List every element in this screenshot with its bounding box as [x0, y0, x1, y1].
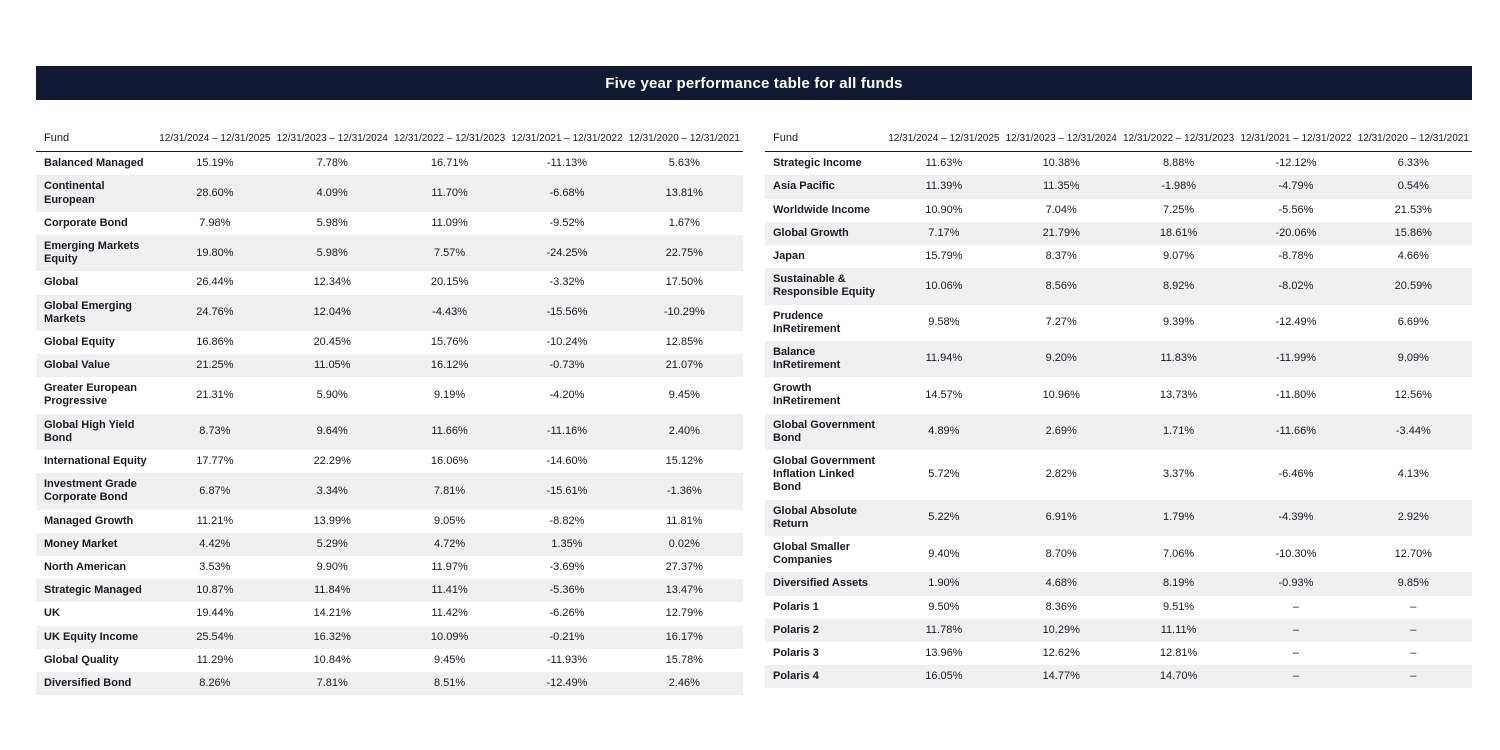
performance-value: 8.19%	[1162, 577, 1195, 590]
performance-value: –	[1292, 623, 1299, 636]
performance-value: 7.81%	[433, 484, 466, 497]
performance-value: 10.96%	[1042, 388, 1080, 401]
period-column-header: 12/31/2023 – 12/31/2024	[274, 126, 391, 152]
performance-value: 5.90%	[316, 388, 348, 401]
performance-value: –	[1292, 646, 1299, 659]
performance-value: 11.39%	[925, 180, 963, 193]
performance-value: 4.42%	[199, 537, 231, 550]
performance-value: 16.17%	[665, 630, 703, 643]
performance-value: 6.87%	[199, 484, 231, 497]
fund-name: Global Smaller Companies	[773, 540, 851, 567]
table-row	[765, 305, 1472, 341]
performance-value: -11.80%	[1275, 388, 1317, 401]
fund-name: UK	[44, 607, 60, 620]
performance-value: -15.56%	[546, 306, 588, 319]
performance-value: -4.79%	[1278, 180, 1314, 193]
period-column-header: 12/31/2024 – 12/31/2025	[885, 126, 1002, 152]
fund-name: Global High Yield Bond	[44, 418, 135, 444]
fund-name: Worldwide Income	[773, 203, 870, 216]
performance-value: 9.50%	[928, 600, 960, 613]
period-column-header: 12/31/2024 – 12/31/2025	[156, 126, 273, 152]
performance-value: 8.37%	[1045, 249, 1077, 262]
performance-value: 5.98%	[316, 216, 348, 229]
performance-value: 5.98%	[316, 246, 348, 259]
table-row	[765, 175, 1472, 198]
fund-name: Balance InRetirement	[773, 345, 841, 372]
performance-value: 21.79%	[1042, 226, 1080, 239]
performance-value: 11.35%	[1042, 180, 1080, 193]
performance-value: 10.29%	[1042, 623, 1080, 636]
fund-name: Growth InRetirement	[773, 382, 841, 408]
fund-name: Investment Grade Corporate Bond	[44, 478, 137, 504]
performance-value: –	[1410, 670, 1417, 683]
performance-value: 8.26%	[199, 676, 231, 689]
fund-name: International Equity	[44, 455, 147, 467]
performance-value: 16.05%	[925, 670, 963, 683]
performance-value: 0.02%	[668, 537, 700, 550]
fund-column-header: Fund	[765, 126, 885, 152]
table-row	[36, 377, 743, 413]
performance-value: 12.79%	[665, 607, 703, 620]
performance-value: -4.39%	[1278, 511, 1314, 524]
performance-value: 27.37%	[665, 560, 703, 573]
period-column-header: 12/31/2022 – 12/31/2023	[1120, 126, 1237, 152]
performance-value: 13.96%	[925, 646, 963, 659]
performance-value: 6.69%	[1397, 316, 1429, 329]
performance-value: 7.06%	[1162, 547, 1195, 560]
performance-value: 1.71%	[1162, 425, 1195, 438]
fund-name: Global Quality	[44, 653, 119, 666]
table-row	[36, 533, 743, 556]
performance-value: 5.72%	[928, 468, 960, 481]
performance-value: 11.29%	[196, 653, 234, 666]
performance-value: 10.90%	[925, 203, 963, 216]
performance-value: -0.73%	[549, 359, 585, 372]
performance-value: 1.67%	[668, 216, 700, 229]
performance-value: 20.15%	[430, 276, 469, 289]
performance-value: 9.64%	[316, 425, 348, 438]
performance-value: 26.44%	[196, 276, 234, 289]
performance-value: 9.85%	[1397, 577, 1429, 590]
fund-name: Global Equity	[44, 335, 115, 348]
period-column-header: 12/31/2021 – 12/31/2022	[1237, 126, 1354, 152]
fund-column-header: Fund	[36, 126, 156, 152]
performance-value: -10.30%	[1275, 547, 1317, 560]
performance-value: -3.44%	[1395, 425, 1431, 438]
performance-value: -4.43%	[432, 306, 468, 319]
performance-value: 21.07%	[665, 359, 703, 372]
performance-value: 4.68%	[1045, 577, 1077, 590]
performance-value: 14.21%	[313, 607, 351, 620]
performance-value: 21.31%	[196, 388, 234, 401]
table-row	[765, 536, 1472, 572]
performance-value: 11.78%	[925, 623, 963, 636]
table-row	[36, 649, 743, 672]
performance-value: 5.22%	[928, 511, 960, 524]
performance-value: 10.84%	[313, 653, 351, 666]
fund-name: UK Equity Income	[44, 630, 139, 643]
performance-value: 16.71%	[430, 157, 469, 170]
performance-value: 9.05%	[433, 514, 466, 527]
performance-value: -14.60%	[546, 455, 588, 467]
performance-value: -11.93%	[546, 653, 588, 666]
table-row	[765, 152, 1472, 176]
fund-name: Strategic Managed	[44, 584, 142, 597]
performance-value: 11.41%	[431, 584, 468, 597]
performance-value: 14.70%	[1159, 670, 1198, 683]
performance-value: 2.40%	[668, 425, 700, 438]
performance-value: 11.63%	[925, 157, 963, 170]
table-row	[36, 556, 743, 579]
performance-value: -12.12%	[1275, 157, 1317, 170]
performance-value: 22.29%	[313, 455, 351, 467]
performance-value: 2.46%	[668, 676, 700, 689]
table-row	[765, 222, 1472, 245]
table-row	[765, 245, 1472, 268]
table-row	[36, 235, 743, 271]
table-row	[765, 596, 1472, 619]
funds-table-left	[36, 126, 743, 695]
fund-name: Greater European Progressive	[44, 382, 137, 408]
performance-value: 16.32%	[313, 630, 351, 643]
fund-name: Emerging Markets Equity	[44, 239, 140, 266]
fund-name: Global Growth	[773, 226, 849, 239]
performance-value: -15.61%	[546, 484, 588, 497]
title-bar	[36, 66, 1472, 100]
tables-container	[36, 126, 1472, 695]
table-row	[36, 579, 743, 602]
performance-value: 12.62%	[1042, 646, 1080, 659]
performance-value: 7.81%	[316, 676, 348, 689]
performance-value: 11.97%	[431, 560, 468, 573]
performance-value: 13.99%	[313, 514, 351, 527]
performance-value: 9.90%	[316, 560, 348, 573]
performance-value: 11.81%	[666, 514, 703, 527]
table-row	[36, 331, 743, 354]
performance-value: 8.36%	[1045, 600, 1077, 613]
performance-value: 20.45%	[313, 335, 351, 348]
fund-name: Japan	[773, 249, 805, 262]
performance-value: 12.34%	[313, 276, 351, 289]
table-row	[36, 450, 743, 473]
performance-value: -11.16%	[546, 425, 588, 438]
performance-value: 25.54%	[196, 630, 234, 643]
table-row	[765, 268, 1472, 304]
performance-value: 16.06%	[430, 455, 469, 467]
performance-value: -10.24%	[546, 335, 588, 348]
performance-value: 15.86%	[1394, 226, 1432, 239]
performance-value: 21.53%	[1394, 203, 1432, 216]
performance-value: -0.93%	[1278, 577, 1314, 590]
performance-value: 7.78%	[316, 157, 348, 170]
performance-value: 14.57%	[925, 388, 963, 401]
performance-value: 6.33%	[1397, 157, 1429, 170]
performance-value: –	[1292, 670, 1299, 683]
table-row	[765, 450, 1472, 500]
table-row	[36, 295, 743, 331]
table-row	[765, 377, 1472, 413]
performance-value: -5.36%	[549, 584, 585, 597]
fund-name: Managed Growth	[44, 514, 134, 527]
period-column-header: 12/31/2021 – 12/31/2022	[508, 126, 625, 152]
performance-value: –	[1410, 623, 1417, 636]
performance-value: -11.66%	[1275, 425, 1317, 438]
period-column-header: 12/31/2022 – 12/31/2023	[391, 126, 508, 152]
performance-value: 12.81%	[1159, 646, 1198, 659]
fund-name: Global Government Bond	[773, 418, 876, 444]
performance-value: 22.75%	[665, 246, 703, 259]
performance-value: -9.52%	[549, 216, 585, 229]
performance-value: -8.78%	[1278, 249, 1314, 262]
performance-value: 8.56%	[1045, 279, 1077, 292]
performance-value: 7.04%	[1045, 203, 1077, 216]
performance-value: 11.21%	[196, 514, 234, 527]
performance-value: 4.13%	[1397, 468, 1429, 481]
performance-value: -5.56%	[1278, 203, 1314, 216]
performance-value: 7.98%	[199, 216, 231, 229]
table-row	[765, 500, 1472, 536]
performance-value: 19.80%	[196, 246, 234, 259]
performance-value: 11.70%	[431, 186, 468, 199]
performance-value: 9.40%	[928, 547, 960, 560]
performance-value: -12.49%	[1275, 316, 1317, 329]
header-row	[36, 126, 743, 152]
fund-name: Global Absolute Return	[773, 504, 857, 530]
performance-value: 12.85%	[665, 335, 703, 348]
performance-value: -1.98%	[1161, 180, 1197, 193]
fund-name: Polaris 3	[773, 646, 819, 659]
performance-value: 15.76%	[430, 335, 469, 348]
fund-name: Diversified Assets	[773, 577, 868, 590]
performance-value: 9.45%	[668, 388, 700, 401]
period-column-header: 12/31/2023 – 12/31/2024	[1003, 126, 1120, 152]
performance-value: -24.25%	[546, 246, 588, 259]
performance-value: -8.82%	[549, 514, 585, 527]
performance-value: 7.25%	[1162, 203, 1195, 216]
fund-name: Money Market	[44, 537, 118, 550]
performance-value: -12.49%	[546, 676, 588, 689]
fund-name: Prudence InRetirement	[773, 309, 841, 335]
fund-name: Global Value	[44, 359, 111, 372]
performance-value: 11.66%	[431, 425, 468, 438]
table-row	[765, 642, 1472, 665]
fund-name: Global Government Inflation Linked Bond	[773, 455, 876, 494]
performance-value: 1.35%	[551, 537, 583, 550]
fund-name: Asia Pacific	[773, 180, 835, 193]
table-row	[765, 619, 1472, 642]
performance-value: 21.25%	[196, 359, 234, 372]
performance-value: 4.66%	[1397, 249, 1429, 262]
funds-table-right	[765, 126, 1472, 688]
performance-value: 2.92%	[1397, 511, 1429, 524]
performance-value: 12.04%	[313, 306, 351, 319]
performance-value: 13.81%	[665, 186, 703, 199]
fund-name: Continental European	[44, 180, 105, 206]
performance-value: 10.06%	[925, 279, 963, 292]
performance-value: 7.57%	[433, 246, 466, 259]
performance-value: -4.20%	[549, 388, 585, 401]
performance-value: 14.77%	[1042, 670, 1080, 683]
performance-value: 8.70%	[1045, 547, 1077, 560]
performance-value: 8.51%	[433, 676, 466, 689]
performance-value: 3.53%	[199, 560, 231, 573]
performance-value: 7.17%	[928, 226, 960, 239]
performance-value: 11.11%	[1160, 623, 1197, 636]
performance-value: –	[1410, 646, 1417, 659]
performance-value: 15.78%	[665, 653, 703, 666]
performance-value: 2.82%	[1045, 468, 1077, 481]
performance-value: 15.19%	[196, 157, 234, 170]
fund-name: Polaris 2	[773, 623, 819, 636]
performance-value: -11.13%	[546, 157, 588, 170]
performance-value: 2.69%	[1045, 425, 1077, 438]
performance-value: 9.39%	[1162, 316, 1195, 329]
performance-value: 19.44%	[196, 607, 234, 620]
fund-name: Diversified Bond	[44, 676, 132, 689]
fund-name: Sustainable & Responsible Equity	[773, 273, 876, 299]
fund-name: Corporate Bond	[44, 216, 128, 229]
performance-value: 13.47%	[665, 584, 703, 597]
table-row	[36, 354, 743, 377]
performance-value: 9.58%	[928, 316, 960, 329]
performance-value: –	[1410, 600, 1417, 613]
performance-value: 8.88%	[1162, 157, 1195, 170]
fund-name: Global	[44, 276, 79, 289]
fund-name: Global Emerging Markets	[44, 299, 133, 325]
performance-value: -6.68%	[549, 186, 585, 199]
performance-value: 7.27%	[1045, 316, 1077, 329]
performance-value: -3.32%	[549, 276, 585, 289]
table-row	[36, 212, 743, 235]
performance-value: 28.60%	[196, 186, 234, 199]
performance-value: -10.29%	[663, 306, 705, 319]
table-row	[36, 152, 743, 176]
performance-value: 3.34%	[316, 484, 348, 497]
performance-value: 3.37%	[1162, 468, 1195, 481]
performance-value: -6.46%	[1278, 468, 1314, 481]
table-row	[36, 175, 743, 211]
performance-value: 1.90%	[928, 577, 960, 590]
table-row	[765, 341, 1472, 377]
table-row	[36, 473, 743, 509]
performance-value: 4.72%	[433, 537, 466, 550]
performance-value: 11.42%	[431, 607, 468, 620]
performance-value: 16.86%	[196, 335, 234, 348]
table-row	[765, 199, 1472, 222]
performance-value: 4.89%	[928, 425, 960, 438]
performance-value: 9.45%	[433, 653, 466, 666]
table-row	[36, 626, 743, 649]
performance-value: 11.83%	[1160, 352, 1197, 365]
performance-value: 8.73%	[199, 425, 231, 438]
table-row	[765, 572, 1472, 595]
performance-value: 20.59%	[1394, 279, 1432, 292]
table-row	[36, 602, 743, 625]
performance-value: -11.99%	[1275, 352, 1317, 365]
performance-value: 16.12%	[430, 359, 469, 372]
performance-value: 11.94%	[925, 352, 963, 365]
performance-value: 6.91%	[1045, 511, 1077, 524]
performance-value: 1.79%	[1162, 511, 1195, 524]
performance-value: 17.50%	[665, 276, 703, 289]
performance-value: 8.92%	[1162, 279, 1195, 292]
performance-value: 9.20%	[1045, 352, 1077, 365]
table-row	[765, 414, 1472, 450]
performance-value: 15.79%	[925, 249, 963, 262]
page-title: Five year performance table for all funds	[605, 74, 903, 92]
header-row	[765, 126, 1472, 152]
performance-value: -3.69%	[549, 560, 585, 573]
performance-value: 9.19%	[433, 388, 466, 401]
performance-value: 10.09%	[430, 630, 469, 643]
performance-value: 0.54%	[1397, 180, 1429, 193]
performance-value: 17.77%	[196, 455, 234, 467]
performance-value: -6.26%	[549, 607, 585, 620]
table-row	[36, 271, 743, 294]
performance-value: -0.21%	[549, 630, 585, 643]
performance-value: 10.38%	[1042, 157, 1080, 170]
performance-value: 5.63%	[668, 157, 700, 170]
performance-value: -20.06%	[1275, 226, 1317, 239]
table-row	[36, 672, 743, 695]
period-column-header: 12/31/2020 – 12/31/2021	[1355, 126, 1472, 152]
performance-value: 11.84%	[313, 584, 351, 597]
performance-value: 15.12%	[665, 455, 703, 467]
fund-name: Strategic Income	[773, 157, 862, 170]
performance-value: 13.73%	[1159, 388, 1198, 401]
fund-name: Polaris 4	[773, 670, 819, 683]
fund-name: Polaris 1	[773, 600, 819, 613]
performance-value: -8.02%	[1278, 279, 1314, 292]
performance-value: 4.09%	[316, 186, 348, 199]
performance-value: 9.09%	[1397, 352, 1429, 365]
performance-value: 11.05%	[313, 359, 351, 372]
fund-name: Balanced Managed	[44, 157, 144, 170]
performance-value: 5.29%	[316, 537, 348, 550]
performance-value: 12.56%	[1394, 388, 1432, 401]
performance-value: –	[1292, 600, 1299, 613]
fund-name: North American	[44, 560, 127, 573]
performance-value: 11.09%	[431, 216, 468, 229]
performance-value: 9.51%	[1162, 600, 1195, 613]
performance-value: -1.36%	[666, 484, 702, 497]
period-column-header: 12/31/2020 – 12/31/2021	[626, 126, 743, 152]
performance-value: 18.61%	[1159, 226, 1198, 239]
table-row	[765, 665, 1472, 688]
table-row	[36, 414, 743, 450]
table-row	[36, 510, 743, 533]
performance-value: 9.07%	[1162, 249, 1195, 262]
performance-value: 24.76%	[196, 306, 234, 319]
performance-value: 10.87%	[196, 584, 234, 597]
performance-value: 12.70%	[1394, 547, 1432, 560]
